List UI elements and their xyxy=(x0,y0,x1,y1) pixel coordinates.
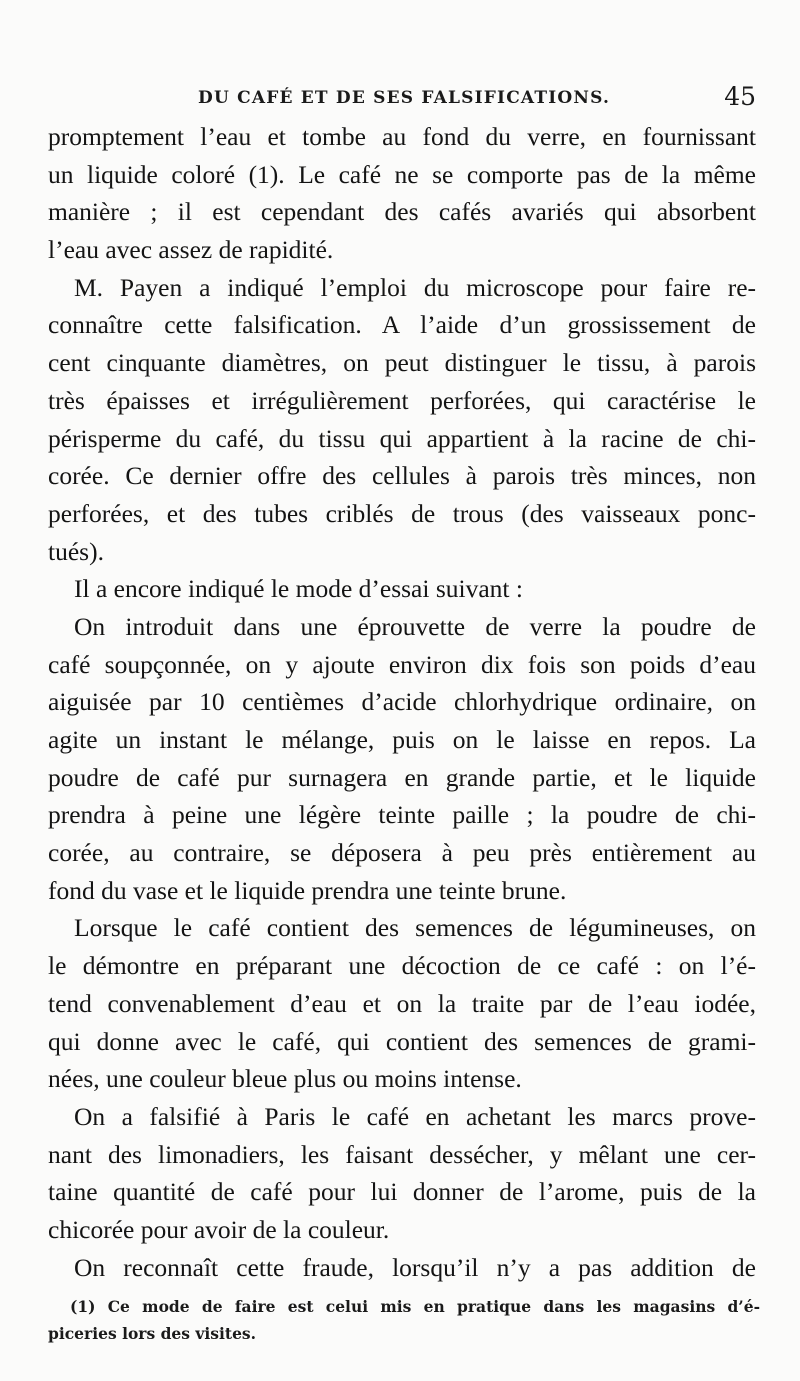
page-number: 45 xyxy=(724,82,756,111)
running-title: DU CAFÉ ET DE SES FALSIFICATIONS. xyxy=(198,88,611,108)
text-line: taine quantité de café pour lui donner de l’arome, puis de la xyxy=(48,1177,756,1207)
text-line: M. Payen a indiqué l’emploi du microscope pour faire re- xyxy=(74,272,756,302)
text-line: fond du vase et le liquide prendra une teinte brune. xyxy=(48,875,567,905)
text-line: Lorsque le café contient des semences de légumineuses, on xyxy=(74,913,756,943)
text-line: très épaisses et irrégulièrement perforées, qui caractérise le xyxy=(48,385,756,415)
text-line: chicorée pour avoir de la couleur. xyxy=(48,1214,390,1244)
text-line: promptement l’eau et tombe au fond du verre, en fournissant xyxy=(48,122,756,151)
text-line: connaître cette falsification. A l’aide d’un grossissement de xyxy=(48,310,756,340)
text-line: On a falsifié à Paris le café en achetant les marcs prove- xyxy=(74,1101,756,1131)
text-line: nant des limonadiers, les faisant dessécher, y mêlant une cer- xyxy=(48,1139,756,1169)
text-line: corée. Ce dernier offre des cellules à parois très minces, non xyxy=(48,461,756,491)
text-line: prendra à peine une légère teinte paille ; la poudre de chi- xyxy=(48,800,756,830)
text-line: poudre de café pur surnagera en grande partie, et le liquide xyxy=(48,762,756,792)
text-line: café soupçonnée, on y ajoute environ dix fois son poids d’eau xyxy=(48,649,756,679)
text-line: cent cinquante diamètres, on peut distinguer le tissu, à parois xyxy=(48,348,756,378)
text-line: perforées, et des tubes criblés de trous (des vaisseaux ponc- xyxy=(48,498,756,528)
text-line: périsperme du café, du tissu qui appartient à la racine de chi- xyxy=(48,423,756,453)
text-line: manière ; il est cependant des cafés avariés qui absorbent xyxy=(48,197,756,227)
text-line: Il a encore indiqué le mode d’essai suivant : xyxy=(74,574,523,604)
text-line: tués). xyxy=(48,536,104,566)
footnote xyxy=(48,1293,760,1347)
footnote-line: piceries lors des visites. xyxy=(48,1324,257,1343)
text-line: un liquide coloré (1). Le café ne se comporte pas de la même xyxy=(48,159,756,189)
body-text xyxy=(48,118,756,1286)
text-line: le démontre en préparant une décoction de ce café : on l’é- xyxy=(48,951,756,981)
text-line: On reconnaît cette fraude, lorsqu’il n’y a pas addition de xyxy=(74,1252,756,1282)
text-line: aiguisée par 10 centièmes d’acide chlorhydrique ordinaire, on xyxy=(48,687,756,717)
text-line: corée, au contraire, se déposera à peu près entièrement au xyxy=(48,838,756,868)
text-line: tend convenablement d’eau et on la traite par de l’eau iodée, xyxy=(48,988,756,1018)
footnote-line: (1) Ce mode de faire est celui mis en pratique dans les magasins d’é- xyxy=(70,1297,760,1316)
text-line: nées, une couleur bleue plus ou moins intense. xyxy=(48,1064,522,1094)
text-line: agite un instant le mélange, puis on le laisse en repos. La xyxy=(48,725,756,754)
text-line: On introduit dans une éprouvette de verre la poudre de xyxy=(74,611,756,641)
text-line: qui donne avec le café, qui contient des semences de grami- xyxy=(48,1026,756,1056)
page-header xyxy=(48,82,760,114)
text-line: l’eau avec assez de rapidité. xyxy=(48,235,334,265)
